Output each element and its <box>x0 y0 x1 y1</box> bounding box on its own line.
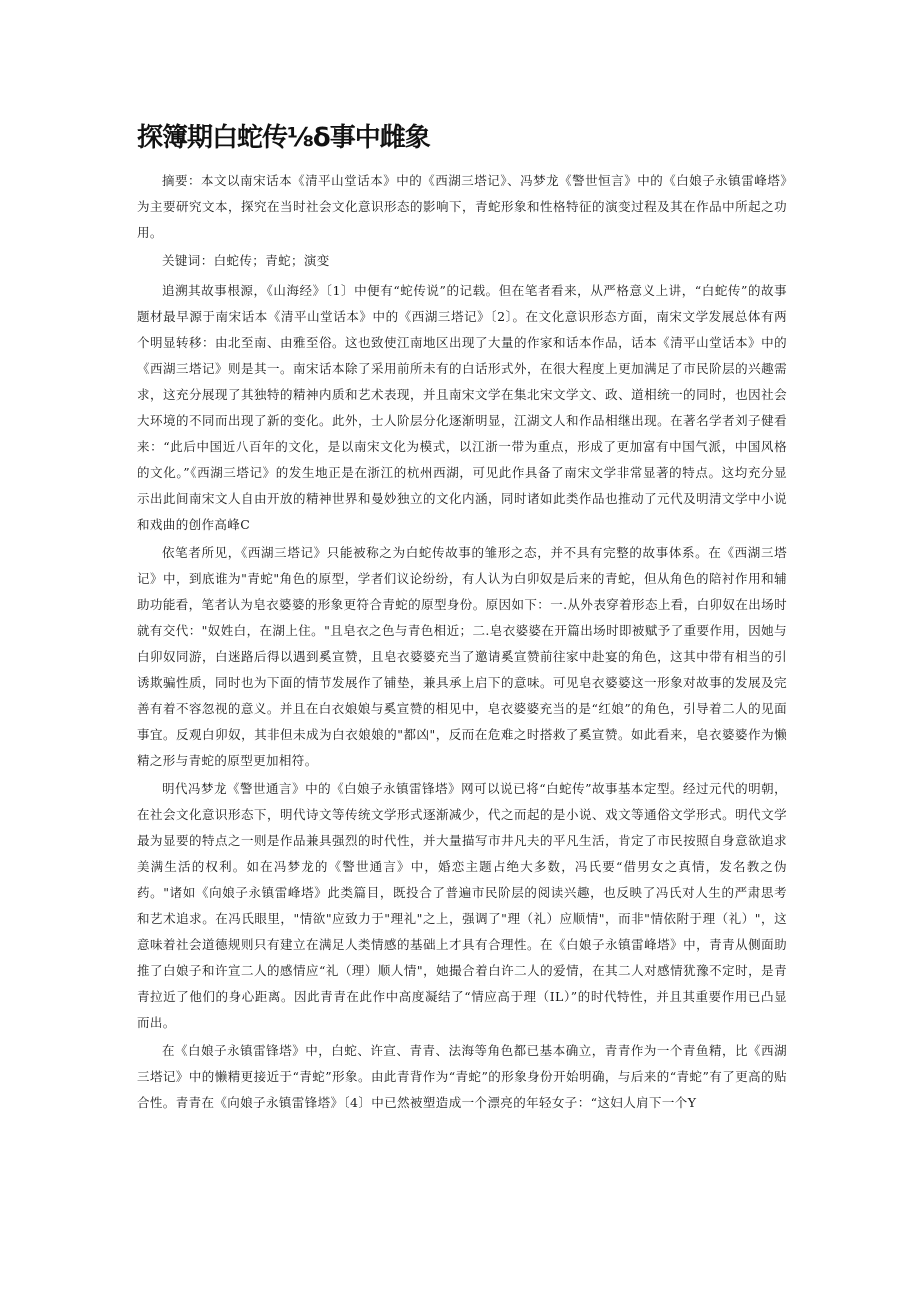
body-paragraph: 依笔者所见，《西湖三塔记》只能被称之为白蛇传故事的雏形之态，并不具有完整的故事体系。在《西湖三塔记》中，到底谁为"青蛇"角色的原型，学者们议论纷纷，有人认为白卯奴是后来的青蛇，但从角色的陪衬作用和辅助功能看，笔者认为皂衣婆婆的形象更符合青蛇的原型身份。原因如下：一.从外表穿着形态上看，白卯奴在出场时就有交代："奴姓白，在湖上住。"且皂衣之色与青色相近；二.皂衣婆婆在开篇出场时即被赋予了重要作用，因她与白卯奴同游，白迷路后得以遇到奚宣赞，且皂衣婆婆充当了邀请奚宣赞前往家中赴宴的角色，这其中带有相当的引诱欺骗性质，同时也为下面的情节发展作了铺垫，兼具承上启下的意味。可见皂衣婆婆这一形象对故事的发展及完善有着不容忽视的意义。并且在白衣娘娘与奚宣赞的相见中，皂衣婆婆充当的是“红娘”的角色，引导着二人的见面事宜。反观白卯奴，其非但未成为白衣娘娘的"都凶"，反而在危难之时搭救了奚宣赞。如此看来，皂衣婆婆作为懒精之形与青蛇的原型更加相符。 <box>137 545 787 768</box>
document-title: 探簿期白蛇传⅛δ事中雌象 <box>137 123 430 153</box>
keywords: 关键词：白蛇传；青蛇；演变 <box>162 253 330 268</box>
document-page <box>137 118 787 1118</box>
body-paragraph: 明代冯梦龙《警世通言》中的《白娘子永镇雷锋塔》网可以说已将“白蛇传”故事基本定型。经过元代的明朝，在社会文化意识形态下，明代诗文等传统文学形式逐渐减少，代之而起的是小说、戏文等通俗文学形式。明代文学最为显要的特点之一则是作品兼具强烈的时代性，并大量描写市井凡夫的平凡生活，肯定了市民按照自身意欲追求美满生活的权利。如在冯梦龙的《警世通言》中，婚恋主题占绝大多数，冯氏要“借男女之真情，发名教之伪药。"诸如《向娘子永镇雷峰塔》此类篇目，既投合了普遍市民阶层的阅读兴趣，也反映了冯氏对人生的严肃思考和艺术追求。在冯氏眼里，"情欲"应致力于"理礼"之上，强调了"理（礼）应顺情"，而非"情依附于理（礼）"，这意味着社会道德规则只有建立在满足人类情感的基础上才具有合理性。在《白娘子永镇雷峰塔》中，青青从侧面助推了白娘子和许宣二人的感情应“礼（理）顺人情"，她撮合着白许二人的爱情，在其二人对感情犹豫不定时，是青青拉近了他们的身心距离。因此青青在此作中高度凝结了“情应高于理（IL）”的时代特性，并且其重要作用已凸显而出。 <box>137 781 787 1030</box>
body-paragraph: 在《白娘子永镇雷锋塔》中，白蛇、许宣、青青、法海等角色都已基本确立，青青作为一个青鱼精，比《西湖三塔记》中的懒精更接近于“青蛇”形象。由此青背作为“青蛇”的形象身份开始明确，与后来的“青蛇”有了更高的贴合性。青青在《向娘子永镇雷锋塔》〔4〕中已然被塑造成一个漂亮的年轻女子：“这妇人肩下一个Y <box>137 1043 787 1110</box>
abstract: 摘要：本文以南宋话本《清平山堂话本》中的《西湖三塔记》、冯梦龙《警世恒言》中的《白娘子永镇雷峰塔》为主要研究文本，探究在当时社会文化意识形态的影响下，青蛇形象和性格特征的演变过程及其在作品中所起之功用。 <box>137 173 787 240</box>
body-paragraph: 追溯其故事根源，《山海经》〔1〕中便有“蛇传说”的记载。但在笔者看来，从严格意义上讲，“白蛇传”的故事题材最早源于南宋话本《清平山堂话本》中的《西湖三塔记》〔2〕。在文化意识形态方面，南宋文学发展总体有两个明显转移：由北至南、由雅至俗。这也致使江南地区出现了大量的作家和话本作品，话本《清平山堂话本》中的《西湖三塔记》则是其一。南宋话本除了采用前所未有的白话形式外，在很大程度上更加满足了市民阶层的兴趣需求，这充分展现了其独特的精神内质和艺术表现，并且南宋文学在集北宋文学文、政、道相统一的同时，也因社会大环境的不同而出现了新的变化。此外，士人阶层分化逐渐明显，江湖文人和作品相继出现。在著名学者刘子健看来：“此后中国近八百年的文化，是以南宋文化为模式，以江浙一带为重点，形成了更加富有中国气派，中国风格的文化。”《西湖三塔记》的发生地正是在浙江的杭州西湖，可见此作具备了南宋文学非常显著的特点。这均充分显示出此间南宋文人自由开放的精神世界和曼妙独立的文化内涵，同时诸如此类作品也推动了元代及明清文学中小说和戏曲的创作高峰C <box>137 283 787 532</box>
